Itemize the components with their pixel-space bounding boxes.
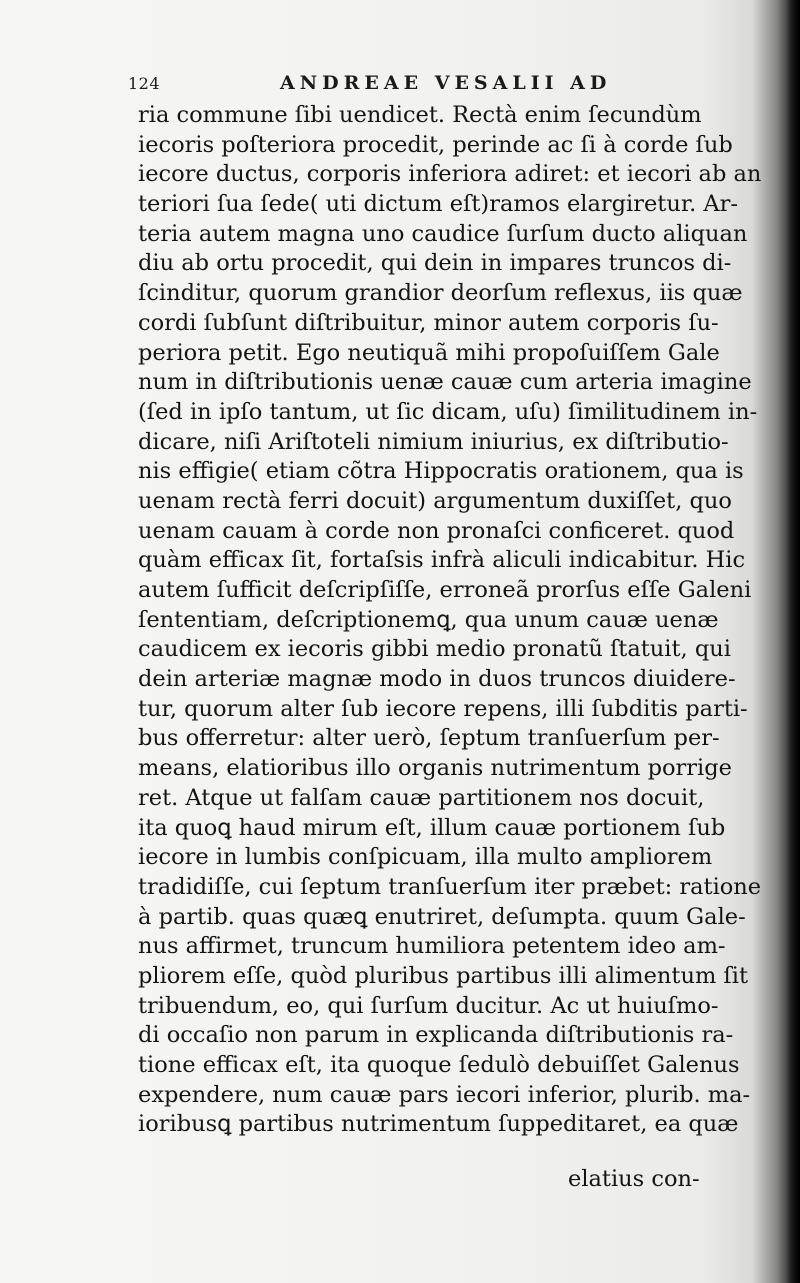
gutter-shadow — [786, 0, 800, 1283]
text-line: means, elatioribus illo organis nutrimentum porrige — [138, 755, 732, 782]
text-line: uenam cauam à corde non pronaſci conficeret. quod — [138, 517, 735, 544]
text-line: ſententiam, deſcriptionemꝗ, qua unum cauæ uenæ — [138, 606, 719, 633]
text-line: diu ab ortu procedit, qui dein in impares truncos di- — [138, 250, 732, 277]
text-line: periora petit. Ego neutiquã mihi propoſuiſſem Gale — [138, 339, 720, 366]
text-line: (ſed in ipſo tantum, ut ſic dicam, uſu) ſimilitudinem in- — [138, 398, 758, 425]
text-line: quàm efficax ſit, fortaſsis infrà aliculi indicabitur. Hic — [138, 547, 746, 574]
text-line: tradidiſſe, cui ſeptum tranſuerſum iter præbet: ratione — [138, 873, 762, 900]
text-line: dicare, niſi Ariſtoteli nimium iniurius, ex diſtributio- — [138, 428, 729, 455]
text-line: nis effigie( etiam cõtra Hippocratis orationem, qua is — [138, 458, 744, 485]
text-line: nus affirmet, truncum humiliora petentem ideo am- — [138, 933, 726, 960]
text-line: di occaſio non parum in explicanda diſtributionis ra- — [138, 1022, 734, 1049]
page-number: 124 — [128, 74, 161, 93]
text-line: cordi ſubſunt diſtribuitur, minor autem corporis ſu- — [138, 309, 719, 336]
text-line: ſcinditur, quorum grandior deorſum reflexus, iis quæ — [138, 280, 743, 307]
text-line: teria autem magna uno caudice ſurſum ducto aliquan — [138, 220, 748, 247]
text-line: num in diſtributionis uenæ cauæ cum arteria imagine — [138, 369, 752, 396]
text-line: tione efficax eſt, ita quoque ſedulò debuiſſet Galenus — [138, 1052, 740, 1078]
text-line: tur, quorum alter ſub iecore repens, illi ſubditis parti- — [138, 695, 748, 722]
text-line: dein arteriæ magnæ modo in duos truncos diuidere- — [138, 666, 736, 693]
running-head — [128, 72, 688, 100]
text-line: à partib. quas quæꝗ enutriret, deſumpta. quum Gale- — [138, 903, 746, 930]
text-line: bus offerretur: alter uerò, ſeptum tranſuerſum per- — [138, 725, 720, 752]
text-line: teriori ſua ſede( uti dictum eſt)ramos elargiretur. Ar- — [138, 191, 739, 218]
text-line: autem ſufficit deſcripſiſſe, erroneã prorſus eſſe Galeni — [138, 577, 752, 603]
text-line: ita quoꝗ haud mirum eſt, illum cauæ portionem ſub — [138, 814, 726, 841]
body-text — [138, 101, 762, 1140]
text-line: ria commune ſibi uendicet. Rectà enim ſecundùm — [138, 102, 702, 128]
running-title: ANDREAE VESALII AD — [280, 72, 612, 94]
text-line: pliorem eſſe, quòd pluribus partibus illi alimentum ſit — [138, 962, 748, 989]
text-line: iecore ductus, corporis inferiora adiret: et iecori ab an — [138, 161, 762, 188]
text-line: caudicem ex iecoris gibbi medio pronatũ ſtatuit, qui — [138, 636, 731, 663]
text-line: ret. Atque ut falſam cauæ partitionem nos docuit, — [138, 784, 705, 811]
text-line: tribuendum, eo, qui ſurſum ducitur. Ac ut huiuſmo- — [138, 992, 719, 1019]
text-line: iecoris poſteriora procedit, perinde ac ſi à corde ſub — [138, 131, 733, 158]
text-line: iecore in lumbis conſpicuam, illa multo ampliorem — [138, 844, 713, 871]
text-line: expendere, num cauæ pars iecori inferior, plurib. ma- — [138, 1081, 751, 1108]
text-line: ioribusꝗ partibus nutrimentum ſuppeditaret, ea quæ — [138, 1111, 739, 1138]
catchword: elatius con- — [568, 1166, 700, 1192]
text-line: uenam rectà ferri docuit) argumentum duxiſſet, quo — [138, 487, 732, 514]
